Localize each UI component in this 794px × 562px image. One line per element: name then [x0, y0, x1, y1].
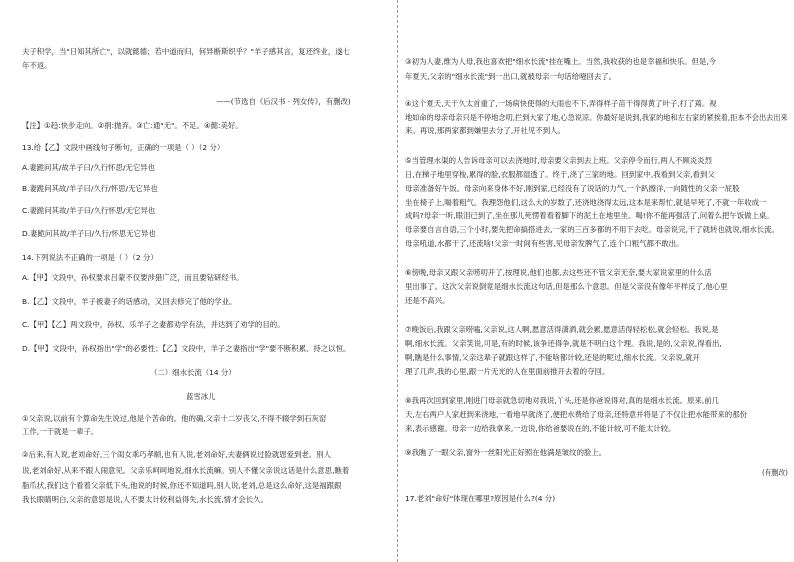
revision-note: (有删改)	[762, 468, 788, 477]
paragraph-line: ⑦晚饭后,我跟父亲唠嗑,父亲说,这人啊,愿意活得潇洒,就会累,愿意活得轻松松,就会轻松。我说,是	[405, 325, 719, 334]
paragraph-line: ⑧我再次回到家里,刚进门母亲就急切地对我说,丫头,还是你爸说得对,真的是细水长流。原来,前几	[405, 396, 720, 405]
q14-option-a[interactable]: A.【甲】文段中，孙权要求吕蒙不仅要涉猎广泛，而且要钻研经书。	[22, 273, 244, 282]
q14-option-d[interactable]: D.【甲】文段中，孙权指出"学"的必要性；【乙】文段中，羊子之妻指出"学"要不断积累、持之以恒。	[22, 344, 351, 353]
paragraph-line: ②后来,有人说,老刘命好,三个闺女乖巧孝顺,也有人说,老刘命好,夫妻俩说过脸就恩爱到老。别人	[22, 450, 331, 459]
passage-tail-line: 年不返。	[22, 61, 52, 70]
paragraph-line: 母亲准备好午饭。母亲向来身体不好,刚到家,已经没有了说话的力气,一个趴擦洋,一向随性的父亲一屁股	[405, 184, 740, 193]
paragraph-line: 年夏天,父亲的"细水长流"到一出口,就被母亲一句话给噎回去了。	[405, 72, 617, 81]
paragraph-line: 日,在梯子地里穿梭,累得的脸,衣服都湿透了。终于,浇了三家的地。回到家中,我看到父亲,看到父	[405, 170, 715, 179]
column-divider	[397, 0, 398, 562]
article-author: 蓝雪冰儿	[186, 392, 216, 401]
paragraph-line: 脂爪状,我们这个看着父亲低下头,他说的时候,你还不知道吗,别人说,老刘,总是这么命好,这是福跟跟	[22, 481, 342, 490]
paragraph-line: 工作,一干就是一辈子。	[22, 427, 99, 436]
question-17-stem: 17.老刘"命好"体现在哪里?原因是什么?(4 分)	[405, 494, 556, 503]
paragraph-line: 里出事了。这次父亲说倒竟是细水长流这句话,但是那么个意思。但是父亲没有像年平样反了,他心里	[405, 282, 728, 291]
paragraph-line: 还是不高兴。	[405, 296, 450, 305]
paragraph-line: 说,老刘命好,从来不跟人闹意见。父亲乐呵呵地说,细水长流嘛。别人不懂父亲说这话是什么意思,瞧着	[22, 466, 350, 475]
paragraph-line: ⑨我瞧了一眼父亲,窗外一丝阳光正好照在他满是皱纹的脸上。	[405, 448, 607, 457]
annotation-note: 【注】①趋:快步走向。②捐:抛弃。③亡:通"无"。不足。④懿:美好。	[22, 121, 243, 130]
paragraph-line: ①父亲说,以前有个算命先生说过,他是个苦命的。他的确,父亲十二岁丧父,不得不辍学到石灰窑	[22, 414, 327, 423]
q14-option-b[interactable]: B.【乙】文段中，羊子被妻子的话感动，又回去修完了他的学业。	[22, 297, 237, 306]
q14-option-c[interactable]: C.【甲】【乙】两文段中，孙权、乐羊子之妻都劝学有法，并达到了劝学的目的。	[22, 320, 285, 329]
passage-tail-line: 夫子积学，当"日知其所亡"，以就懿德；若中道而归，何异断斯织乎？"羊子感其言，复还终业，遂七	[22, 47, 350, 56]
paragraph-line: ③初为人妻,维为人母,我也喜欢把"细水长流"挂在嘴上。当然,我收获的也是幸福和快乐。但是,今	[405, 57, 717, 66]
paragraph-line: 理了几声,我的心里,跟一片无光的人在里面前推开去着的夺回。	[405, 367, 610, 376]
paragraph-line: 来。再说,那两家都到嫌里去分了,开社见不到人。	[405, 126, 565, 135]
q13-option-d[interactable]: D.妻跪问其故/羊子曰/久行/怀思无它异也	[22, 229, 156, 238]
paragraph-line: ⑤当管理水渠的人告诉母亲可以去浇地时,母亲要父亲到去上班。父亲停令而行,两人不顾炎炎烈	[405, 156, 712, 165]
paragraph-line: 坐在椅子上,喘着粗气。我理怨他们,这么大的岁数了,还浇地浇得太远,这本是来帮忙,就是早死了,不就一年收成一	[405, 198, 767, 207]
paragraph-line: 啊,细水长流。父亲笑说,可是,有的时候,该争还得争,就是不明白这个理。我说,是的,父亲说,得看出,	[405, 339, 722, 348]
paragraph-line: 我长眼睛明白,父亲的意思是说,人不要太计较利益得失,水长流,情才会长久。	[22, 495, 268, 504]
paragraph-line: 来,表示感谢。母亲一边给我拿来,一边说,你给爸要说在的,不能计较,可不能太计较。	[405, 424, 676, 433]
question-14-stem: 14.下列说法不正确的一项是（ ）（2 分）	[22, 253, 158, 262]
paragraph-line: 母亲吼道,水都干了,还流啥!父亲一时间有些害,见母亲发脾气了,连个口粗气都不敢出。	[405, 239, 684, 248]
question-13-stem: 13.给【乙】文段中画线句子断句，正确的一项是（ ）（2 分）	[22, 143, 225, 152]
q13-option-a[interactable]: A.妻跪问其/故羊子曰/久行怀思/无它异也	[22, 163, 155, 172]
paragraph-line: 啊,瞧是什么事情,父亲这辈子就跟这样了,不能啥都计较,还是的呢过,细水长流。父亲说,就开	[405, 353, 700, 362]
paragraph-line: 母亲要自言自语,三个小时,要先把命搞搭进去,一家的三百多都的不用下去吃。母亲说完,干了就转也就说,细水长流。	[405, 225, 779, 234]
paragraph-line: 成吗?母亲一听,眼泪已到了,坐在那儿死愣着看着脚下的泥土在地里坐。喝!你不能再强活了,问着么把午饭做上桌。	[405, 211, 774, 220]
section-heading: （二）细水长流（14 分）	[150, 368, 236, 377]
q13-option-b[interactable]: B.妻跪问其故/羊子曰/久行/怀思/无它异也	[22, 184, 158, 193]
paragraph-line: ④这个夏天,天干久太首重了,一场病快使得的大雨也不下,弄得样子苗干得得黄了叶子,打了蔫。视	[405, 99, 717, 108]
source-citation: ——(节选自《后汉书 · 列女传》，有删改)	[216, 97, 351, 106]
paragraph-line: ⑥傍晚,母亲又跟父亲唠叨开了,按理说,他们也都,去这些还不管父亲无奈,要大家说家里的什么活	[405, 268, 712, 277]
paragraph-line: 地如命的母亲母亲只是不停地念叨,拦到大家了地,心急说凉。你最好是说到,我家的地和左右家的紧挨着,拒本不会出去出来	[405, 113, 788, 122]
q13-option-c[interactable]: C.妻跪问其故/羊子曰/久行怀思/无它异也	[22, 206, 156, 215]
paragraph-line: 天,左右两户人家赶到来浇地,一看地早就浇了,便把水费给了母亲,还特意并将是了不仅让把水能带来的那份	[405, 410, 747, 419]
